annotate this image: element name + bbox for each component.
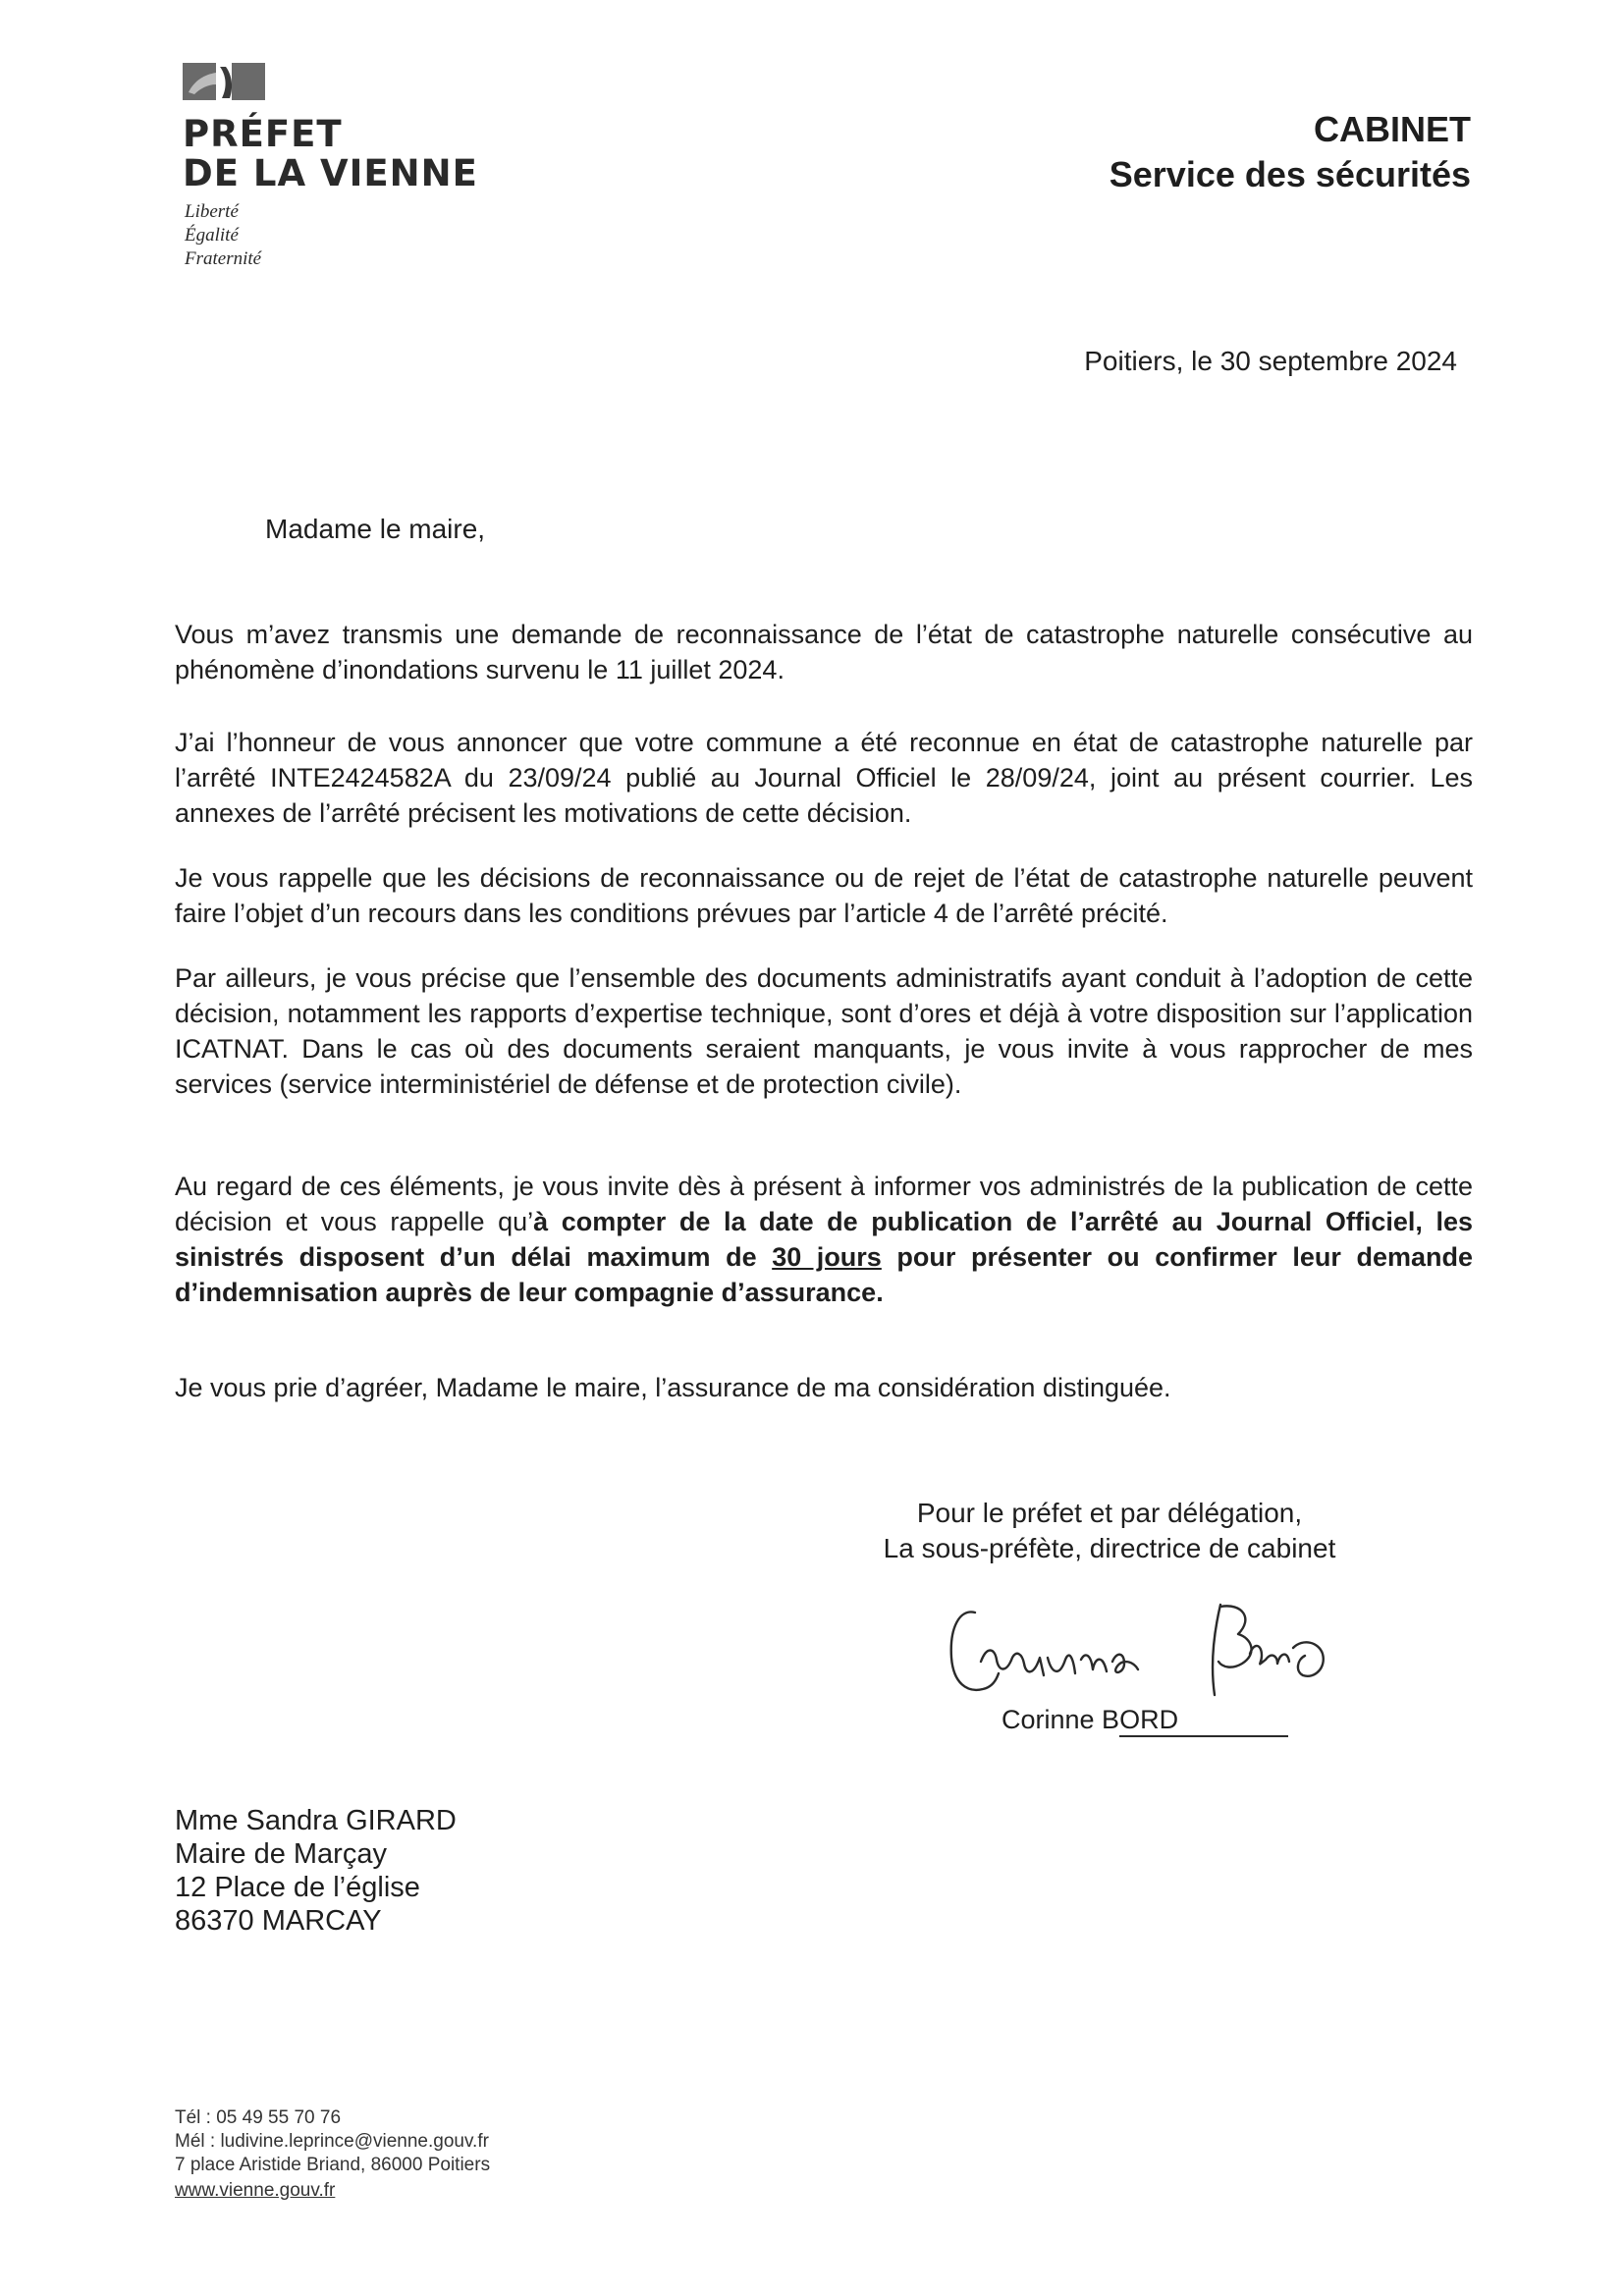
paragraph-appeal: Je vous rappelle que les décisions de reconnaissance ou de rejet de l’état de catastrophe naturelle peuvent faire l’objet d’un recours dans les conditions prévues par l’article 4 de l’arrêté précité. [175,863,1473,928]
signer-name-underline [1119,1735,1288,1737]
indemnisation-deadline-end: pour présenter ou confirmer leur demande d’indemnisation auprès de leur compagnie d’assurance. [175,1242,1473,1307]
prefet-title-line-1: PRÉFET [183,113,343,155]
indemnisation-deadline-days: 30 jours [772,1242,882,1272]
salutation: Madame le maire, [265,514,486,544]
marianne-logo-icon [183,63,265,100]
indemnisation-intro: Au regard de ces éléments, je vous invite dès à présent à informer vos administrés de la publication de cette décision et vous rappelle qu’ [175,1172,1473,1236]
footer-phone: Tél : 05 49 55 70 76 [175,2107,342,2128]
footer-address: 7 place Aristide Briand, 86000 Poitiers [175,2155,491,2175]
indemnisation-deadline-text: à compter de la date de publication de l’arrêté au Journal Officiel, les sinistrés disposent d’un délai maximum de [175,1207,1474,1272]
recipient-title: Maire de Marçay [175,1838,387,1870]
paragraph-request: Vous m’avez transmis une demande de reconnaissance de l’état de catastrophe naturelle consécutive au phénomène d’inondations survenu le 11 juillet 2024. [175,620,1473,684]
signature-mention-line-2: La sous-préfète, directrice de cabinet [883,1533,1336,1563]
devise-egalite: Égalité [185,225,239,246]
footer-website[interactable]: www.vienne.gouv.fr [175,2180,336,2201]
handwritten-signature [938,1599,1370,1713]
prefet-title-line-2: DE LA VIENNE [183,152,478,194]
closing-formula: Je vous prie d’agréer, Madame le maire, l’assurance de ma considération distinguée. [175,1373,1171,1402]
devise-liberte: Liberté [185,201,239,222]
recipient-name: Mme Sandra GIRARD [175,1805,457,1836]
devise-fraternite: Fraternité [185,248,262,269]
footer-email: Mél : ludivine.leprince@vienne.gouv.fr [175,2131,489,2152]
service-title: Service des sécurités [1109,154,1471,194]
signature-mention-line-1: Pour le préfet et par délégation, [916,1498,1303,1528]
letter-date: Poitiers, le 30 septembre 2024 [1084,346,1457,376]
signer-name: Corinne BORD [1001,1705,1179,1734]
paragraph-documents: Par ailleurs, je vous précise que l’ensemble des documents administratifs ayant conduit à l’adoption de cette décision, notamment les rapports d’expertise technique, sont d’ores et déjà à votre disposition sur l’application ICATNAT. Dans le cas où des documents seraient manquants, je vous invite à vous rapprocher de mes services (service interministériel de défense et de protection civile). [175,963,1473,1099]
department-title: CABINET [1314,109,1471,149]
recipient-street: 12 Place de l’église [175,1872,420,1903]
paragraph-indemnisation [175,1169,1473,1310]
recipient-city: 86370 MARCAY [175,1905,382,1937]
paragraph-recognition: J’ai l’honneur de vous annoncer que votre commune a été reconnue en état de catastrophe naturelle par l’arrêté INTE2424582A du 23/09/24 publié au Journal Officiel le 28/09/24, joint au présent courrier. Les annexes de l’arrêté précisent les motivations de cette décision. [175,728,1473,828]
